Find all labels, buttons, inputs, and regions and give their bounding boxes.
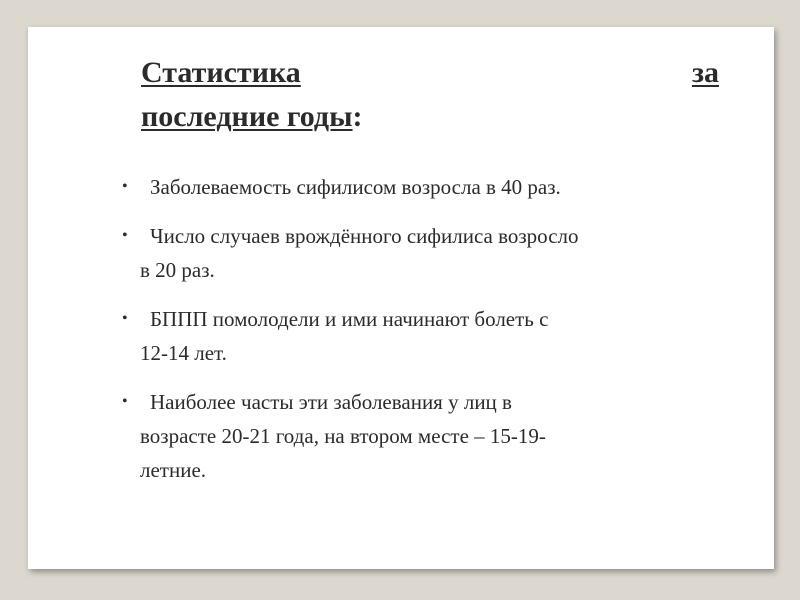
- bullet-text-line-1: Число случаев врождённого сифилиса возросло: [150, 224, 579, 248]
- title-word-statistics: Статистика: [141, 56, 301, 89]
- bullet-item: [122, 302, 730, 370]
- bullet-text-line-1: БППП помолодели и ими начинают болеть с: [150, 307, 549, 331]
- bullet-text-line-1: Наиболее часты эти заболевания у лиц в: [150, 390, 512, 414]
- bullet-item: [122, 385, 730, 487]
- bullet-dot-icon: •: [122, 178, 128, 195]
- bullet-text-line-1: Заболеваемость сифилисом возросла в 40 раз.: [150, 175, 561, 199]
- title-word-recent-years: последние годы: [141, 100, 353, 133]
- bullet-text-line-2: возрасте 20-21 года, на втором месте – 15-19-: [140, 424, 546, 448]
- bullet-dot-icon: •: [122, 310, 128, 327]
- title-line-1: [141, 51, 719, 95]
- title-colon: :: [352, 100, 363, 133]
- bullet-text-line-2: в 20 раз.: [140, 258, 215, 282]
- bullet-dot-icon: •: [122, 227, 128, 244]
- title-word-for: за: [691, 56, 719, 89]
- bullet-dot-icon: •: [122, 393, 128, 410]
- title-line-2: [141, 95, 719, 139]
- slide-title: [141, 51, 719, 139]
- slide: [28, 27, 774, 569]
- bullet-text-line-2: 12-14 лет.: [140, 341, 227, 365]
- bullet-text-line-3: летние.: [140, 458, 207, 482]
- bullet-list: [122, 170, 730, 502]
- bullet-item: [122, 170, 730, 204]
- bullet-item: [122, 219, 730, 287]
